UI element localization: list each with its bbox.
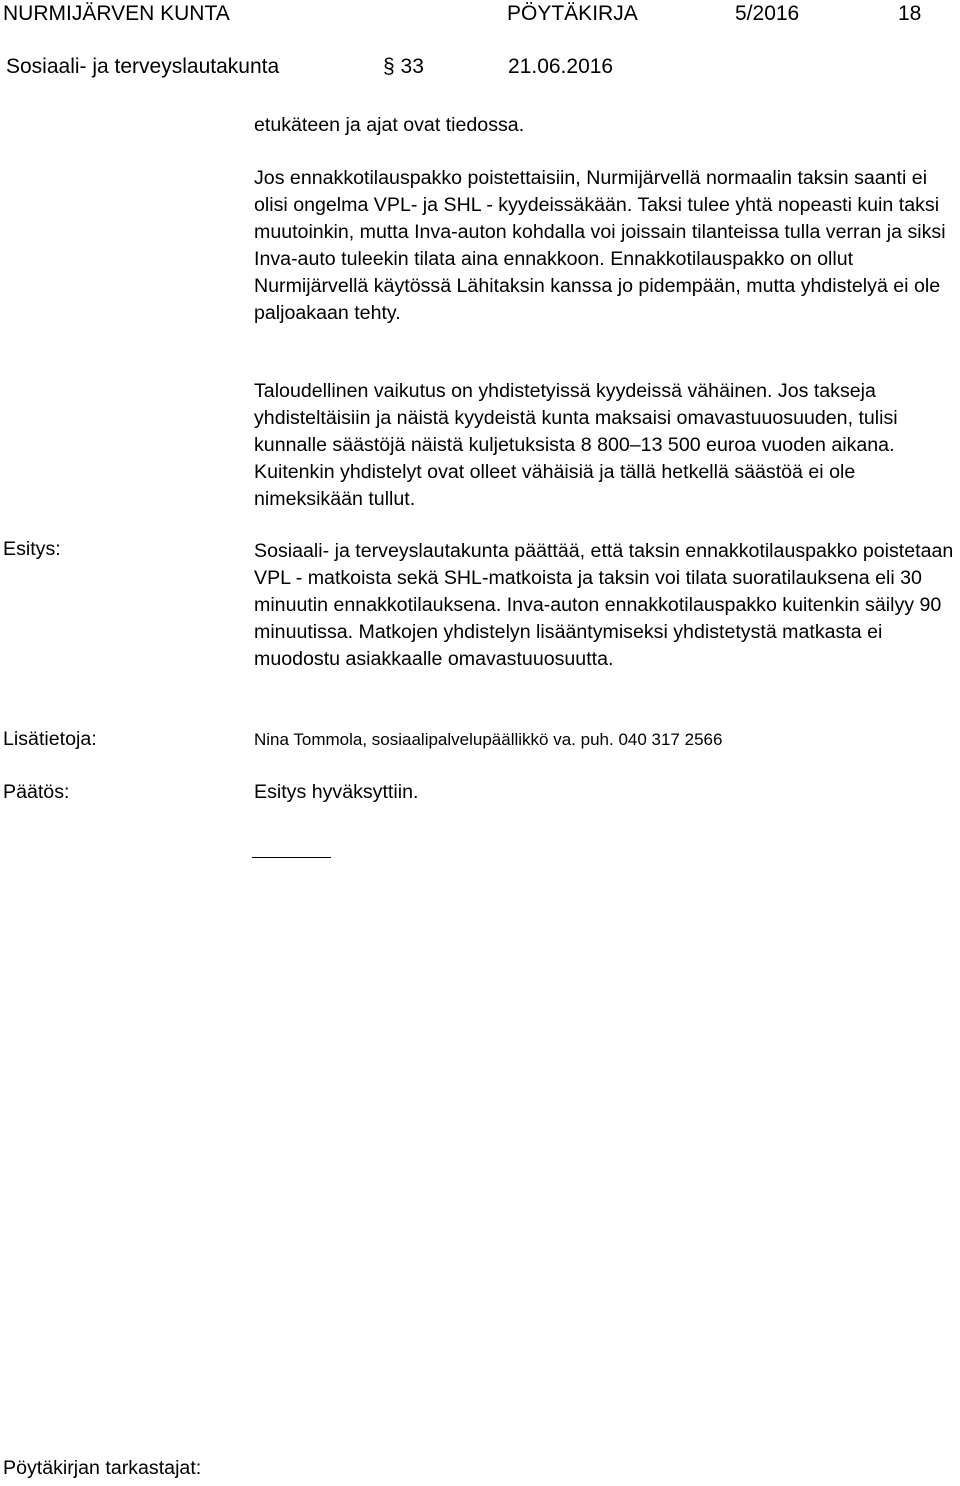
municipality-name: NURMIJÄRVEN KUNTA bbox=[3, 2, 230, 25]
footer-reviewers-label: Pöytäkirjan tarkastajat: bbox=[3, 1457, 202, 1479]
esitys-text: Sosiaali- ja terveyslautakunta päättää, että taksin ennakkotilauspakko poistetaan VPL - matkoista sekä SHL-matkoista ja taksin voi tilata suoratilauksena eli 30 minuutin ennakkotilauksena. Inva-auton ennakkotilauspakko kuitenkin säilyy 90 minuutissa. Matkojen yhdistelyn lisääntymiseksi yhdistetystä matkasta ei muodostu asiakkaalle omavastuuosuutta. bbox=[254, 540, 954, 670]
document-type: PÖYTÄKIRJA bbox=[507, 2, 638, 25]
esitys-label: Esitys: bbox=[3, 538, 61, 560]
section-end-rule bbox=[252, 857, 331, 858]
meeting-date: 21.06.2016 bbox=[508, 55, 614, 78]
page-number: 18 bbox=[898, 2, 922, 25]
lisatietoja-label: Lisätietoja: bbox=[3, 728, 97, 750]
lisatietoja-text: Nina Tommola, sosiaalipalvelupäällikkö va. puh. 040 317 2566 bbox=[254, 730, 723, 749]
body-paragraph-1: etukäteen ja ajat ovat tiedossa. bbox=[254, 114, 525, 136]
paatos-label: Päätös: bbox=[3, 781, 70, 803]
committee-name: Sosiaali- ja terveyslautakunta bbox=[6, 55, 280, 78]
paatos-text: Esitys hyväksyttiin. bbox=[254, 781, 419, 803]
body-paragraph-2: Jos ennakkotilauspakko poistettaisiin, Nurmijärvellä normaalin taksin saanti ei olisi ongelma VPL- ja SHL - kyydeissäkään. Taksi tulee yhtä nopeasti kuin taksi muutoinkin, mutta Inva-auton kohdalla voi joissain tilanteissa tulla verran ja siksi Inva-auto tuleekin tilata aina ennakkoon. Ennakkotilauspakko on ollut Nurmijärvellä käytössä Lähitaksin kanssa jo pidempään, mutta yhdistelyä ei ole paljoakaan tehty. bbox=[254, 167, 946, 324]
document-number: 5/2016 bbox=[735, 2, 800, 25]
section-number: § 33 bbox=[383, 55, 424, 78]
body-paragraph-3: Taloudellinen vaikutus on yhdistetyissä kyydeissä vähäinen. Jos takseja yhdisteltäisiin ja näistä kyydeistä kunta maksaisi omavastuuosuuden, tulisi kunnalle säästöjä näistä kuljetuksista 8 800–13 500 euroa vuoden aikana. Kuitenkin yhdistelyt ovat olleet vähäisiä ja tällä hetkellä säästöä ei ole nimeksikään tullut. bbox=[254, 380, 898, 510]
